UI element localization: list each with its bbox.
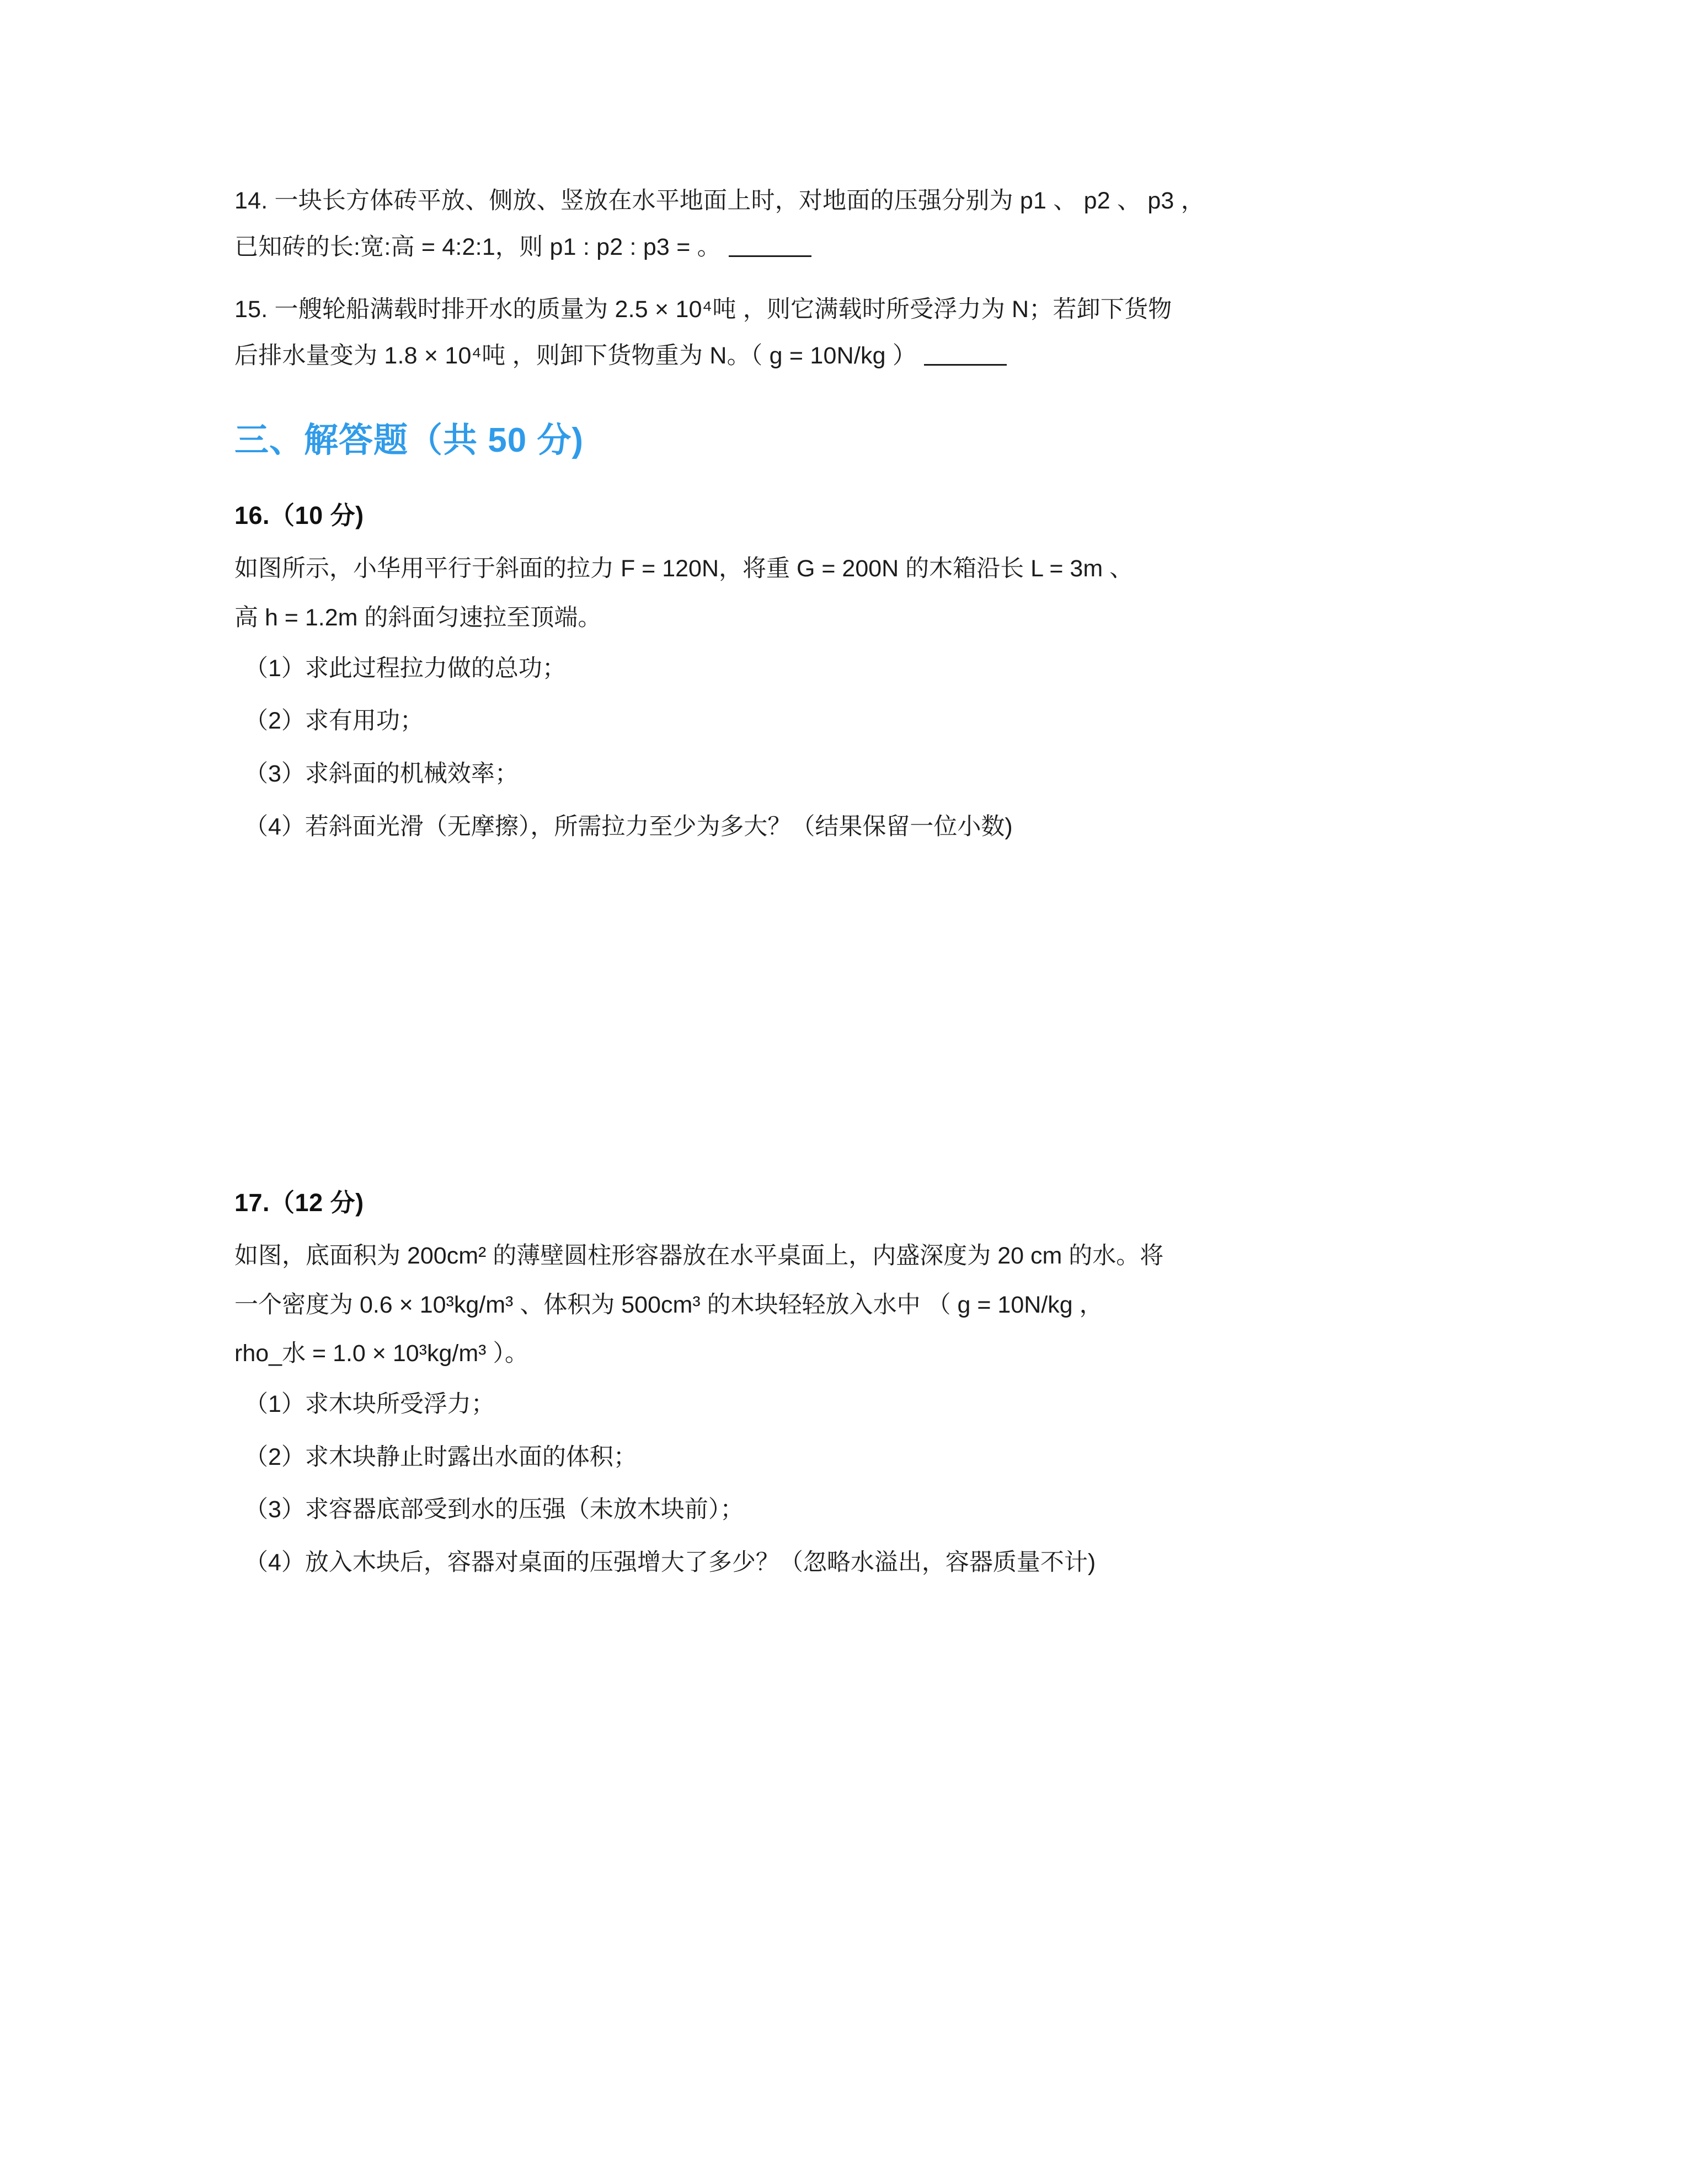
question-15-blank[interactable] <box>924 345 1007 366</box>
question-17 <box>234 1182 1437 1629</box>
question-16 <box>234 495 1437 1169</box>
question-16-number: 16.（10 分) <box>234 501 364 530</box>
question-17-number: 17.（12 分) <box>234 1189 364 1217</box>
question-17-answer-space <box>234 1597 1437 1630</box>
question-15-line-2 <box>234 337 1437 376</box>
question-16-sub-list <box>234 650 1437 847</box>
question-14-blank[interactable] <box>729 237 811 257</box>
question-14-line-1: 14. 一块长方体砖平放、侧放、竖放在水平地面上时，对地面的压强分别为 p1 、 p2 、 p3 ， <box>234 188 1205 214</box>
question-16-sub-1: （1）求此过程拉力做的总功； <box>244 655 566 682</box>
question-16-sub-4: （4）若斜面光滑（无摩擦），所需拉力至少为多大？（结果保留一位小数) <box>244 813 1013 840</box>
question-17-sub-4: （4）放入木块后，容器对桌面的压强增大了多少？（忽略水溢出，容器质量不计) <box>244 1549 1096 1576</box>
question-17-sub-3: （3）求容器底部受到水的压强（未放木块前）； <box>244 1496 744 1523</box>
question-14-line-2-text: 已知砖的长:宽:高 = 4:2:1，则 p1 : p2 : p3 = 。 <box>234 233 721 260</box>
question-15-line-1: 15. 一艘轮船满载时排开水的质量为 2.5 × 10⁴吨 ，则它满载时所受浮力为 N；若卸下货物 <box>234 296 1172 323</box>
question-17-sub-list <box>234 1385 1437 1582</box>
question-15 <box>234 291 1437 375</box>
page-content <box>234 182 1437 1630</box>
question-16-answer-space <box>234 860 1437 1169</box>
question-14 <box>234 182 1437 266</box>
question-17-body-line-1: 如图，底面积为 200cm² 的薄壁圆柱形容器放在水平桌面上，内盛深度为 20 cm 的水。将 <box>234 1243 1164 1270</box>
question-16-sub-3: （3）求斜面的机械效率； <box>244 761 519 788</box>
question-14-line-2 <box>234 228 1437 267</box>
question-17-body-line-3: rho_水 = 1.0 × 10³kg/m³ ）。 <box>234 1340 528 1367</box>
question-16-body-line-1: 如图所示，小华用平行于斜面的拉力 F = 120N，将重 G = 200N 的木箱沿长 L = 3m 、 <box>234 555 1134 582</box>
section-heading-part-three: 三、解答题（共 50 分) <box>234 421 584 459</box>
question-17-sub-2: （2）求木块静止时露出水面的体积； <box>244 1443 637 1470</box>
question-16-body-line-2: 高 h = 1.2m 的斜面匀速拉至顶端。 <box>234 604 602 631</box>
question-16-sub-2: （2）求有用功； <box>244 708 424 735</box>
question-17-sub-1: （1）求木块所受浮力； <box>244 1391 495 1418</box>
question-15-line-2-text: 后排水量变为 1.8 × 10⁴吨 ，则卸下货物重为 N。（ g = 10N/kg ） <box>234 342 917 369</box>
question-17-body-line-2: 一个密度为 0.6 × 10³kg/m³ 、体积为 500cm³ 的木块轻轻放入水中 （ g = 10N/kg ， <box>234 1291 1103 1318</box>
